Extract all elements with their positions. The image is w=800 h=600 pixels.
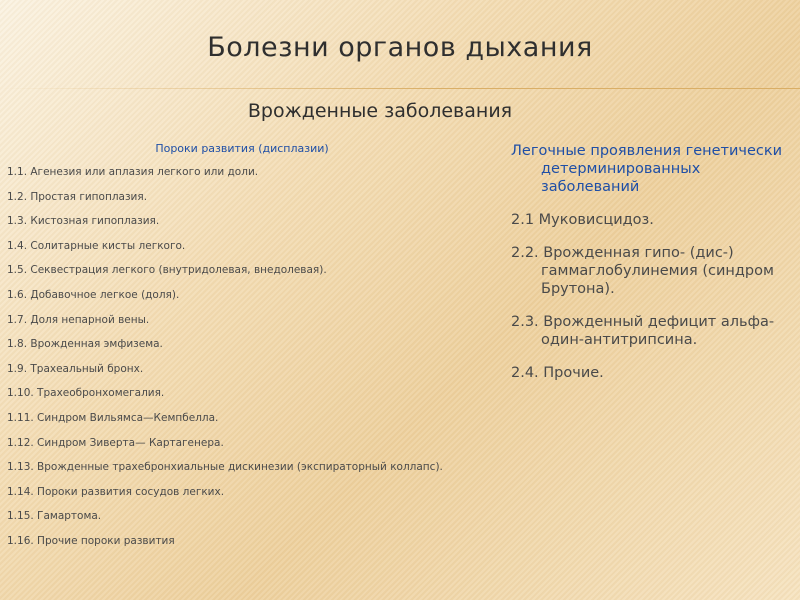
list-item: 2.4. Прочие. bbox=[511, 365, 604, 381]
left-list bbox=[7, 165, 487, 559]
list-item: 1.9. Трахеальный бронх. bbox=[7, 362, 144, 375]
list-item: 2.3. Врожденный дефицит альфа-один-антитрипсина. bbox=[511, 314, 775, 348]
list-item: 1.5. Секвестрация легкого (внутридолевая, внедолевая). bbox=[7, 264, 327, 277]
list-item: 1.7. Доля непарной вены. bbox=[7, 313, 150, 326]
list-item: 1.2. Простая гипоплазия. bbox=[7, 190, 148, 203]
slide-subtitle: Врожденные заболевания bbox=[247, 100, 513, 122]
list-item: 1.8. Врожденная эмфизема. bbox=[7, 338, 163, 351]
list-item: 1.13. Врожденные трахебронхиальные дискинезии (экспираторный коллапс). bbox=[7, 461, 443, 474]
slide-title: Болезни органов дыхания bbox=[207, 32, 593, 63]
right-column-heading: Легочные проявления генетически детерминированных заболеваний bbox=[511, 143, 783, 195]
left-column-heading: Пороки развития (дисплазии) bbox=[155, 142, 329, 155]
list-item: 1.10. Трахеобронхомегалия. bbox=[7, 387, 165, 400]
list-item: 1.11. Синдром Вильямса—Кемпбелла. bbox=[7, 411, 219, 424]
list-item: 1.16. Прочие пороки развития bbox=[7, 534, 175, 547]
title-divider-line bbox=[0, 88, 800, 89]
list-item: 1.15. Гамартома. bbox=[7, 510, 102, 523]
list-item: 1.6. Добавочное легкое (доля). bbox=[7, 288, 180, 301]
list-item: 1.14. Пороки развития сосудов легких. bbox=[7, 485, 225, 498]
list-item: 1.3. Кистозная гипоплазия. bbox=[7, 215, 160, 228]
left-column bbox=[7, 142, 487, 559]
list-item: 1.4. Солитарные кисты легкого. bbox=[7, 239, 186, 252]
right-column bbox=[511, 142, 796, 397]
list-item: 1.1. Агенезия или аплазия легкого или доли. bbox=[7, 166, 259, 178]
list-item: 2.1 Муковисцидоз. bbox=[511, 212, 654, 228]
list-item: 1.12. Синдром Зиверта— Картагенера. bbox=[7, 436, 224, 449]
list-item: 2.2. Врожденная гипо- (дис-) гаммаглобулинемия (синдром Брутона). bbox=[511, 245, 774, 297]
